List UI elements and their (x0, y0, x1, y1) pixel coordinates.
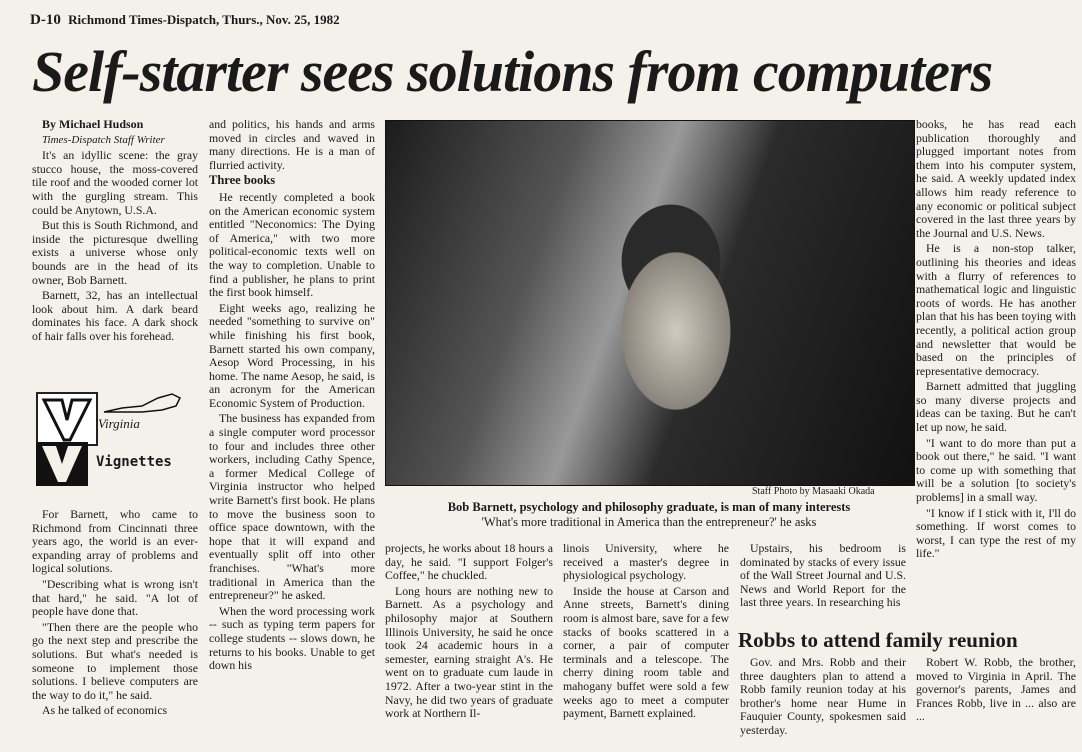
paragraph: For Barnett, who came to Richmond from Cincinnati three years ago, the world is an ever-expanding array of problems and logical solutions. (32, 508, 198, 576)
paragraph: linois University, where he received a master's degree in physiological psychology. (563, 542, 729, 583)
logo-v-outline (36, 392, 98, 446)
byline-name: By Michael Hudson (42, 118, 144, 131)
dateline (30, 12, 340, 29)
paragraph: "Describing what is wrong isn't that hard," he said. "A lot of people have done that. (32, 576, 198, 619)
page-number: D-10 (30, 12, 61, 28)
paragraph: But this is South Richmond, and inside the picturesque dwelling exists a universe whose only bounds are in the head of its owner, Bob Barnett. (32, 218, 198, 287)
paragraph: Eight weeks ago, realizing he needed "something to survive on" while finishing his first book, Barnett started his own company, Aesop Word Processing, in his home. The name Aesop, he said, is an acronym for the American Economic System of Production. (209, 300, 375, 410)
v-letter-icon (38, 394, 96, 444)
logo-v-solid (36, 442, 88, 486)
paragraph: Long hours are nothing new to Barnett. As a psychology and philosophy major at Southern Illinois University, he said he once took 24 academic hours in a semester, earning straight A's. He went on to graduate cum laude in 1972. After a two-year stint in the Navy, he did two years of graduate work at Northern Il- (385, 583, 553, 721)
paragraph: Gov. and Mrs. Robb and their three daughters plan to attend a Robb family reunion today at his brother's home near Hume in Fauquier County, spokesmen said yesterday. (740, 656, 906, 737)
column-1-continued (32, 508, 198, 752)
paragraph: He is a non-stop talker, outlining his theories and ideas with a flurry of references to mathematical logic and linguistic roots of words. He has another plan that his has been toying with recently, a political action group and newsletter that would be based on the principles of representative democracy. (916, 241, 1076, 378)
paragraph: Barnett admitted that juggling so many diverse projects and ideas can be taxing. But he can't let up now, he said. (916, 379, 1076, 435)
paragraph: and politics, his hands and arms moved in circles and waved in many directions. He is a man of flurried activity. (209, 118, 375, 172)
column-1 (32, 118, 198, 388)
caption-line-1: Bob Barnett, psychology and philosophy graduate, is man of many interests (447, 500, 851, 514)
byline-title: Times-Dispatch Staff Writer (42, 133, 165, 146)
paragraph: "I want to do more than put a book out there," he said. "I want to come up with something that will be a solution [to society's problems] in a small way. (916, 435, 1076, 505)
dateline-text: Richmond Times-Dispatch, Thurs., Nov. 25, 1982 (68, 12, 340, 27)
v-letter-solid-icon (36, 442, 88, 486)
column-4 (563, 542, 729, 752)
photo (385, 120, 915, 486)
paragraph: Inside the house at Carson and Anne streets, Barnett's dining room is almost bare, save for a few stacks of books scattered in a corner, a pair of computer terminals and a telescope. The cherry dining room table and mahogany buffet were sold a few weeks ago to meet a computer payment, Barnett explained. (563, 583, 729, 721)
paragraph: Upstairs, his bedroom is dominated by stacks of every issue of the Wall Street Journal and U.S. News and World Report for the last three years. In researching his (740, 542, 906, 610)
column-2 (209, 118, 375, 752)
photo-credit: Staff Photo by Masaaki Okada (752, 486, 875, 497)
paragraph: The business has expanded from a single computer word processor to four and includes three other workers, including Cathy Spence, a former Medical College of Virginia instructor who helped write Barnett's first book. He plans to move the business soon to office space downtown, with the hope that it will expand and eventually split off into other franchises. "What's more traditional in America than the entrepreneur?" he asked. (209, 411, 375, 603)
paragraph: When the word processing work -- such as typing term papers for college students -- slows down, he returns to his books. Unable to get down his (209, 603, 375, 673)
subhead: Three books (209, 173, 276, 188)
headline: Self-starter sees solutions from computers (32, 39, 993, 104)
column-6 (916, 118, 1076, 624)
column-5 (740, 542, 906, 624)
photo-caption (385, 500, 913, 530)
paragraph: projects, he works about 18 hours a day, he said. "I support Folger's Coffee," he chuckled. (385, 542, 553, 583)
paragraph: books, he has read each publication thoroughly and plugged important notes from them into his computer system, he said. A weekly updated index allows him ready reference to any economic or political subject covered in the last three years by the Journal and U.S. News. (916, 118, 1076, 240)
caption-line-2: 'What's more traditional in America than the entrepreneur?' he asks (481, 515, 817, 529)
paragraph: Barnett, 32, has an intellectual look about him. A dark beard dominates his face. A dark shock of hair falls over his forehead. (32, 288, 198, 343)
logo-state: Virginia (98, 416, 140, 431)
paragraph: As he talked of economics (42, 703, 168, 718)
sidebar-column-a (740, 656, 906, 752)
virginia-map-icon (102, 392, 182, 414)
paragraph: He recently completed a book on the American economic system entitled "Neconomics: The Dying of America," with two more political-economic texts well on the way to completion. Unable to find a publisher, he plans to print the first book himself. (209, 189, 375, 300)
sidebar-column-b (916, 656, 1076, 752)
sidebar-headline: Robbs to attend family reunion (738, 628, 1018, 652)
paragraph: "Then there are the people who go the next step and prescribe the solutions. But what's needed is someone to implement those solutions. I believe computers are the way to do it," he said. (32, 619, 198, 702)
paragraph: "I know if I stick with it, I'll do something. If worst comes to worst, I can type the rest of my life." (916, 505, 1076, 561)
paragraph: Robert W. Robb, the brother, moved to Virginia in April. The governor's parents, James and Frances Robb, live in ... also are ... (916, 656, 1076, 724)
virginia-vignettes-logo (32, 392, 192, 486)
column-3 (385, 542, 553, 752)
logo-word: Vignettes (96, 454, 172, 470)
paragraph: It's an idyllic scene: the gray stucco house, the moss-covered tile roof and the wooded corner lot with the gurgling stream. This could be Anytown, U.S.A. (32, 148, 198, 217)
